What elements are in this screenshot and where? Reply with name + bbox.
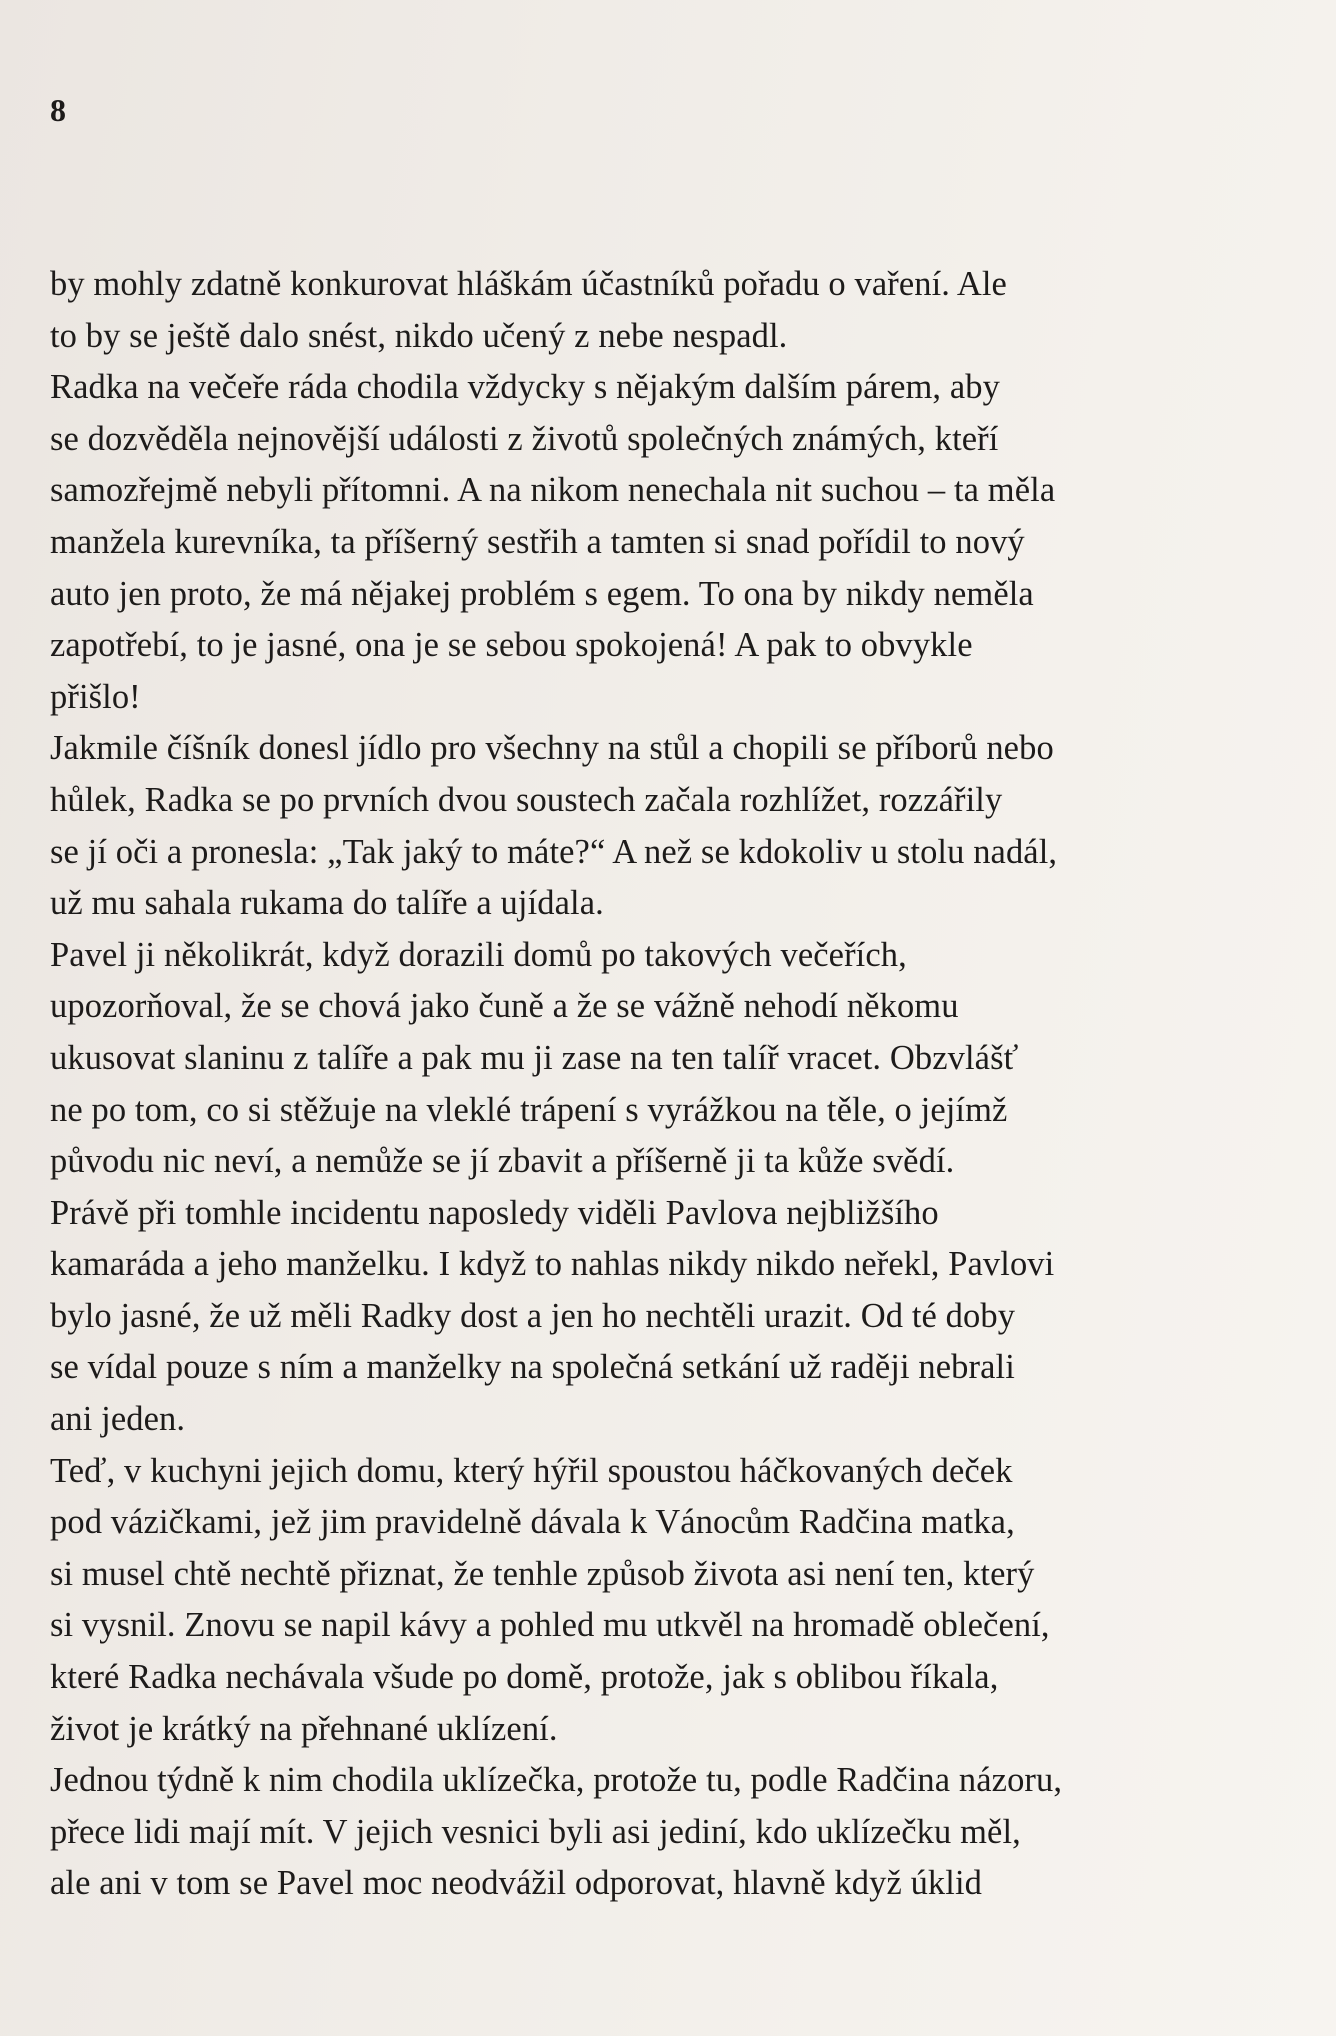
text-line: které Radka nechávala všude po domě, protože, jak s oblibou říkala, <box>50 1658 999 1697</box>
text-line: to by se ještě dalo snést, nikdo učený z nebe nespadl. <box>50 316 788 355</box>
text-line: původu nic neví, a nemůže se jí zbavit a příšerně ji ta kůže svědí. <box>50 1142 955 1181</box>
text-line: se jí oči a pronesla: „Tak jaký to máte?“ A než se kdokoliv u stolu nadál, <box>50 832 1058 871</box>
text-line: si musel chtě nechtě přiznat, že tenhle způsob života asi není ten, který <box>50 1554 1035 1593</box>
text-line: Právě při tomhle incidentu naposledy viděli Pavlova nejbližšího <box>50 1193 939 1232</box>
text-line: upozorňoval, že se chová jako čuně a že se vážně nehodí někomu <box>50 987 959 1026</box>
text-line: Radka na večeře ráda chodila vždycky s nějakým dalším párem, aby <box>50 368 1000 407</box>
text-line: bylo jasné, že už měli Radky dost a jen ho nechtěli urazit. Od té doby <box>50 1296 1016 1335</box>
text-line: kamaráda a jeho manželku. I když to nahlas nikdy nikdo neřekl, Pavlovi <box>50 1245 1055 1284</box>
text-line: si vysnil. Znovu se napil kávy a pohled mu utkvěl na hromadě oblečení, <box>50 1606 1050 1645</box>
text-line: ukusovat slaninu z talíře a pak mu ji zase na ten talíř vracet. Obzvlášť <box>50 1038 1019 1077</box>
text-line: už mu sahala rukama do talíře a ujídala. <box>50 884 604 923</box>
text-line: samozřejmě nebyli přítomni. A na nikom nenechala nit suchou – ta měla <box>50 471 1056 510</box>
text-line: Pavel ji několikrát, když dorazili domů po takových večeřích, <box>50 935 907 974</box>
text-line: ani jeden. <box>50 1400 186 1439</box>
text-line: by mohly zdatně konkurovat hláškám účastníků pořadu o vaření. Ale <box>50 265 1007 303</box>
text-line: přišlo! <box>50 677 141 716</box>
text-line: auto jen proto, že má nějakej problém s egem. To ona by nikdy neměla <box>50 574 1034 613</box>
text-line: se vídal pouze s ním a manželky na společná setkání už raději nebrali <box>50 1348 1015 1387</box>
text-line: manžela kurevníka, ta příšerný sestřih a tamten si snad pořídil to nový <box>50 522 1025 561</box>
text-line: pod vázičkami, jež jim pravidelně dávala k Vánocům Radčina matka, <box>50 1503 1015 1542</box>
text-line: ne po tom, co si stěžuje na vleklé trápení s vyrážkou na těle, o jejímž <box>50 1090 1008 1129</box>
text-line: se dozvěděla nejnovější události z životů společných známých, kteří <box>50 419 999 458</box>
text-line: život je krátký na přehnané uklízení. <box>50 1709 558 1748</box>
text-line: Teď, v kuchyni jejich domu, který hýřil spoustou háčkovaných deček <box>50 1451 1013 1490</box>
page-number: 8 <box>50 92 66 128</box>
text-line: ale ani v tom se Pavel moc neodvážil odporovat, hlavně když úklid <box>50 1864 983 1903</box>
text-line: zapotřebí, to je jasné, ona je se sebou spokojená! A pak to obvykle <box>50 626 973 665</box>
body-text <box>50 259 1295 1910</box>
text-line: přece lidi mají mít. V jejich vesnici byli asi jediní, kdo uklízečku měl, <box>50 1812 1021 1851</box>
text-line: hůlek, Radka se po prvních dvou soustech začala rozhlížet, rozzářily <box>50 780 1003 819</box>
text-line: Jednou týdně k nim chodila uklízečka, protože tu, podle Radčina názoru, <box>50 1761 1063 1800</box>
text-line: Jakmile číšník donesl jídlo pro všechny na stůl a chopili se příborů nebo <box>50 729 1054 768</box>
